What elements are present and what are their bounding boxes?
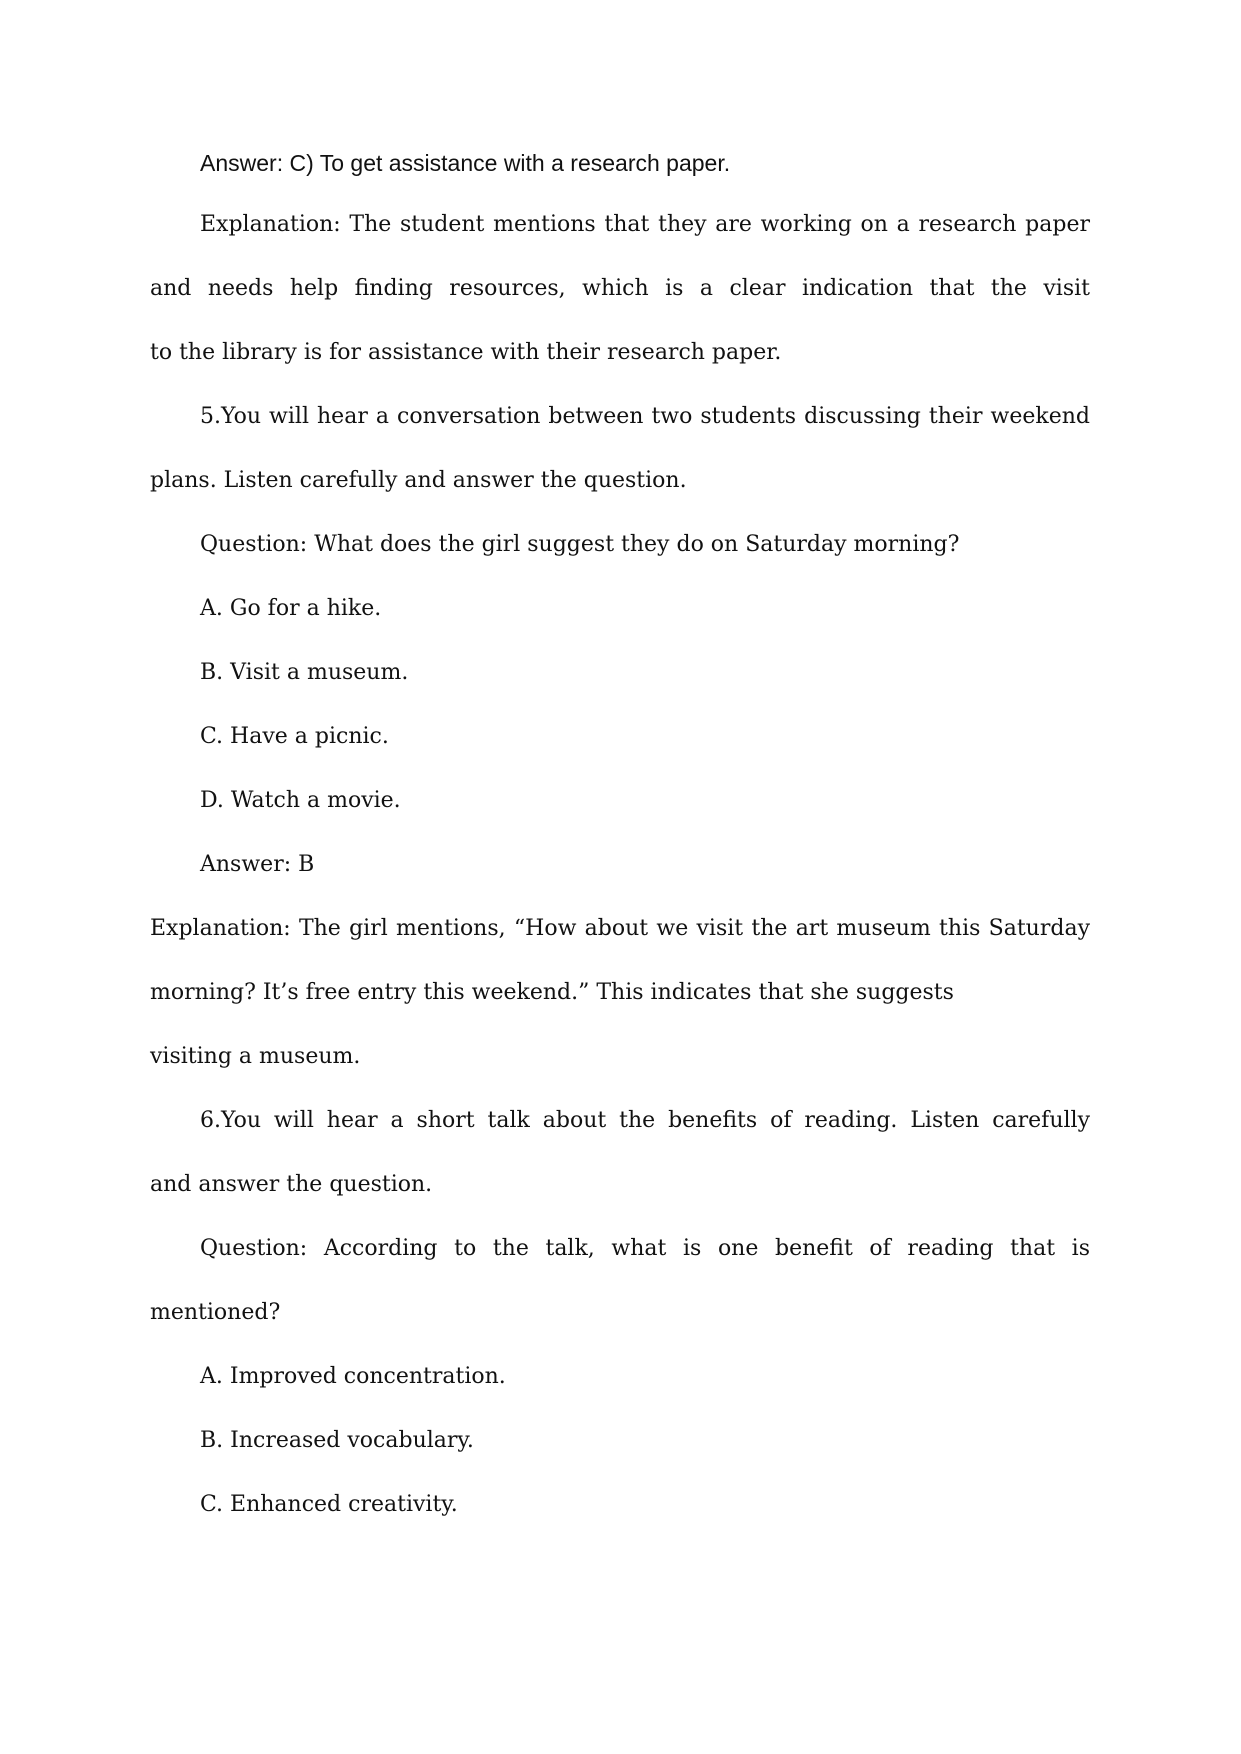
question-6-option-c: C. Enhanced creativity.	[200, 1492, 458, 1517]
explanation-4-line-1: Explanation: The student mentions that they are working on a research paper	[200, 212, 1090, 237]
question-5-answer: Answer: B	[200, 852, 315, 877]
explanation-4-line-2: and needs help finding resources, which is a clear indication that the visit	[150, 276, 1090, 301]
explanation-5-line-1: Explanation: The girl mentions, “How about we visit the art museum this Saturday	[150, 916, 1090, 941]
question-5-option-a: A. Go for a hike.	[200, 596, 382, 621]
question-6-text-line-2: mentioned?	[150, 1300, 281, 1325]
explanation-5-line-3: visiting a museum.	[150, 1044, 361, 1069]
question-6-prompt-line-2: and answer the question.	[150, 1172, 433, 1197]
question-6-option-a: A. Improved concentration.	[200, 1364, 506, 1389]
answer-4: Answer: C) To get assistance with a research paper.	[200, 150, 731, 176]
question-5-option-d: D. Watch a movie.	[200, 788, 401, 813]
question-5-option-b: B. Visit a museum.	[200, 660, 409, 685]
question-5-text: Question: What does the girl suggest they do on Saturday morning?	[200, 532, 960, 557]
question-6-option-b: B. Increased vocabulary.	[200, 1428, 474, 1453]
question-6-text-line-1: Question: According to the talk, what is one benefit of reading that is	[200, 1236, 1090, 1261]
question-6-prompt-line-1: 6.You will hear a short talk about the benefits of reading. Listen carefully	[200, 1108, 1090, 1133]
explanation-4-line-3: to the library is for assistance with their research paper.	[150, 340, 782, 365]
question-5-prompt-line-2: plans. Listen carefully and answer the question.	[150, 468, 687, 493]
question-5-prompt-line-1: 5.You will hear a conversation between two students discussing their weekend	[200, 404, 1090, 429]
explanation-5-line-2: morning? It’s free entry this weekend.” This indicates that she suggests	[150, 980, 954, 1005]
question-5-option-c: C. Have a picnic.	[200, 724, 389, 749]
